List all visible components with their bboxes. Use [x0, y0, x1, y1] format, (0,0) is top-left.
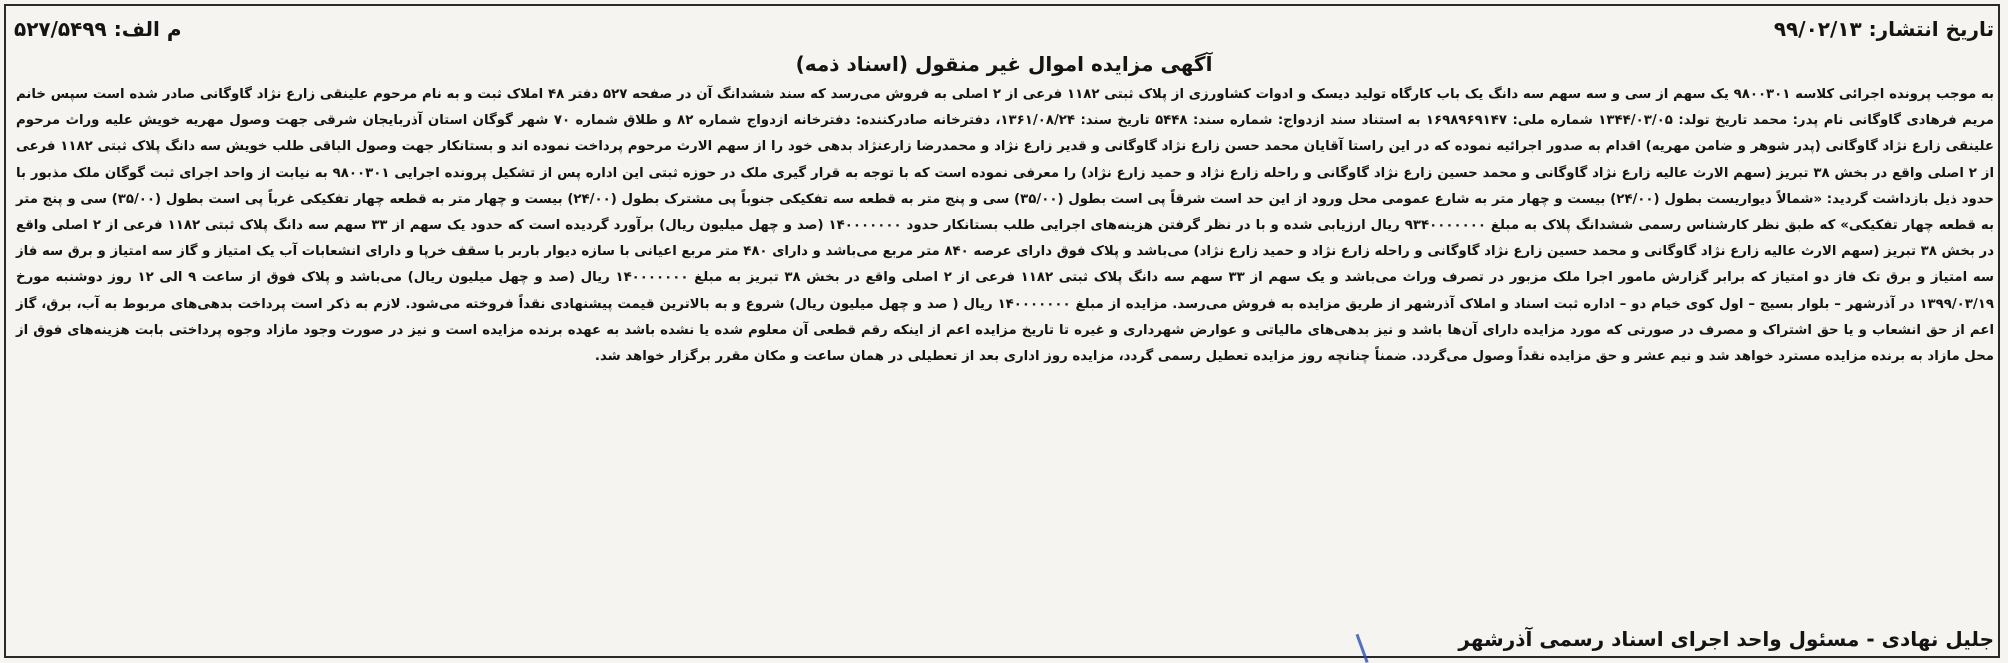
reference-number: م الف: ۵۲۷/۵۴۹۹	[14, 17, 182, 41]
notice-header	[14, 14, 1994, 44]
signature-line: جلیل نهادی - مسئول واحد اجرای اسناد رسمی آذرشهر	[1458, 627, 1994, 651]
notice-body: به موجب پرونده اجرائی کلاسه ۹۸۰۰۳۰۱ یک سهم از سی و سه سهم سه دانگ یک باب کارگاه تولید دیسک و ادوات کشاورزی از پلاک ثبتی ۱۱۸۲ فرعی از ۲ اصلی به فروش می‌رسد که سند ششدانگ آن در صفحه ۵۲۷ دفتر ۴۸ املاک ثبت و به نام مرحوم علینقی زارع نژاد گاوگانی صادر شده است سپس خانم مریم فرهادی گاوگانی نام پدر: محمد تاریخ تولد: ۱۳۴۴/۰۳/۰۵ شماره ملی: ۱۶۹۸۹۶۹۱۴۷ به استناد سند ازدواج: شماره سند: ۵۴۴۸ تاریخ سند: ۱۳۶۱/۰۸/۲۴، دفترخانه صادرکننده: دفترخانه ازدواج شماره ۸۲ و طلاق شماره ۷۰ شهر گوگان استان آذربایجان شرقی جهت وصول مهریه خویش علیه وراث مرحوم علینقی زارع نژاد گاوگانی (پدر شوهر و ضامن مهریه) اقدام به صدور اجرائیه نموده که در این راستا آقایان محمد حسن زارع نژاد گاوگانی و قدیر زارع نژاد و محمدرضا زارعنژاد بدهی خود را از سهم الارث مرحوم پرداخت نموده اند و بستانکار جهت وصول الباقی طلب خویش سه دانگ پلاک ثبتی ۱۱۸۲ فرعی از ۲ اصلی واقع در بخش ۳۸ تبریز (سهم الارث عالیه زارع نژاد گاوگانی و محمد حسین زارع نژاد گاوگانی و راحله زارع نژاد و حمید زارع نژاد) را معرفی نموده است که با توجه به قرار گیری ملک در حوزه ثبتی این اداره پس از تشکیل پرونده اجرایی ۹۸۰۰۳۰۱ به نیابت از واحد اجرای ثبت گوگان ملک مذبور با حدود ذیل بازداشت گردید: «شمالاً دیواریست بطول (۲۴/۰۰) بیست و چهار متر به شارع عمومی محل ورود از این حد است شرقاً پی است بطول (۳۵/۰۰) سی و پنج متر به قطعه سه تفکیکی جنوباً پی مشترک بطول (۲۴/۰۰) بیست و چهار متر به قطعه چهار تفکیکی غرباً پی است بطول (۳۵/۰۰) سی و پنج متر به قطعه چهار تفکیکی» که طبق نظر کارشناس رسمی ششدانگ پلاک به مبلغ ۹۳۴۰۰۰۰۰۰۰ ریال ارزیابی شده و با در نظر گرفتن هزینه‌های اجرایی طلب بستانکار حدود ۱۴۰۰۰۰۰۰۰ (صد و چهل میلیون ریال) برآورد گردیده است که حدود یک سهم از ۳۳ سهم سه دانگ پلاک ثبتی ۱۱۸۲ فرعی از ۲ اصلی واقع در بخش ۳۸ تبریز (سهم الارث عالیه زارع نژاد گاوگانی و محمد حسین زارع نژاد گاوگانی و راحله زارع نژاد و حمید زارع نژاد) می‌باشد و پلاک فوق دارای عرصه ۸۴۰ متر مربع می‌باشد و دارای ۴۸۰ متر مربع اعیانی با سازه دیوار باربر با سقف خرپا و دارای انشعابات آب یک امتیاز و گاز سه امتیاز و برق سه فاز سه امتیاز و برق تک فاز دو امتیاز که برابر گزارش مامور اجرا ملک مزبور در تصرف وراث می‌باشد و یک سهم از ۳۳ سهم سه دانگ پلاک ثبتی ۱۱۸۲ فرعی از ۲ اصلی واقع در بخش ۳۸ تبریز به مبلغ ۱۴۰۰۰۰۰۰۰ ریال (صد و چهل میلیون ریال) می‌باشد و پلاک فوق از ساعت ۹ الی ۱۲ روز دوشنبه مورخ ۱۳۹۹/۰۳/۱۹ در آذرشهر – بلوار بسیج – اول کوی خیام دو – اداره ثبت اسناد و املاک آذرشهر از طریق مزایده به فروش می‌رسد. مزایده از مبلغ ۱۴۰۰۰۰۰۰۰ ریال ( صد و چهل میلیون ریال) شروع و به بالاترین قیمت پیشنهادی نقداً فروخته می‌شود. لازم به ذکر است پرداخت بدهی‌های مربوط به آب، برق، گاز اعم از حق انشعاب و یا حق اشتراک و مصرف در صورتی که مورد مزایده دارای آن‌ها باشد و نیز بدهی‌های مالیاتی و عوارض شهرداری و غیره تا تاریخ مزایده اعم از اینکه رقم قطعی آن معلوم شده یا نشده باشد به عهده برنده مزایده است و نیز در صورت وجود مازاد وجوه پرداختی بابت هزینه‌های فوق از محل مازاد به برنده مزایده مسترد خواهد شد و نیم عشر و حق مزایده نقداً وصول می‌گردد. ضمناً چنانچه روز مزایده تعطیل رسمی گردد، مزایده روز اداری بعد از تعطیلی در همان ساعت و مکان مقرر برگزار خواهد شد.	[16, 87, 1995, 365]
publish-date: تاریخ انتشار: ۹۹/۰۲/۱۳	[1773, 17, 1994, 41]
notice-title: آگهی مزایده اموال غیر منقول (اسناد ذمه)	[795, 52, 1213, 76]
